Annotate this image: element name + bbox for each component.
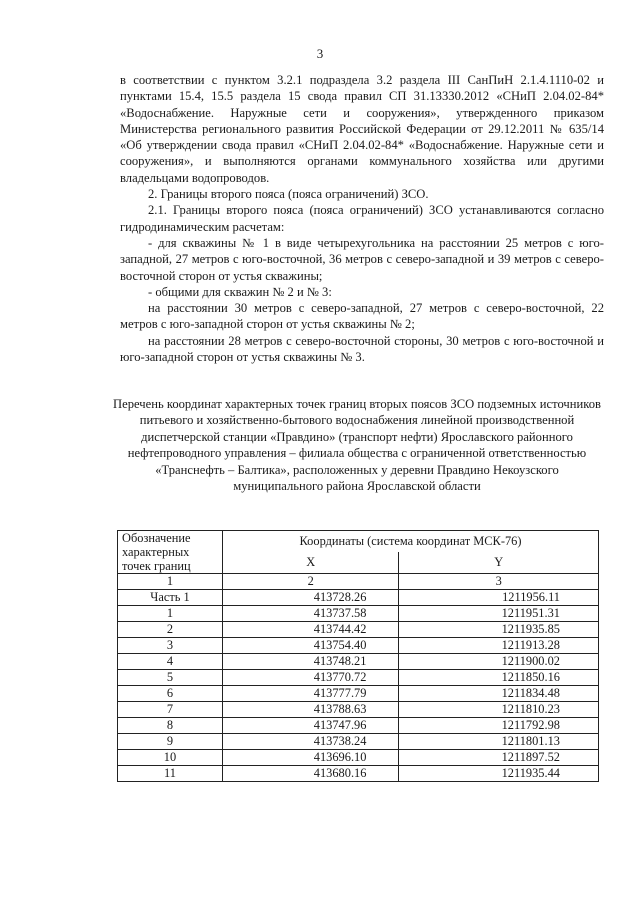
x-value: 413737.58 [223, 606, 399, 622]
table-row [118, 590, 599, 606]
point-label: 11 [118, 766, 223, 782]
coordinates-table [117, 530, 599, 782]
y-value: 1211810.23 [399, 702, 599, 718]
table-row [118, 606, 599, 622]
table-row [118, 766, 599, 782]
x-value: 413728.26 [223, 590, 399, 606]
table-row [118, 670, 599, 686]
point-label: 7 [118, 702, 223, 718]
point-label: 8 [118, 718, 223, 734]
page-number: 3 [316, 46, 324, 61]
point-label: 1 [118, 606, 223, 622]
x-value: 413777.79 [223, 686, 399, 702]
y-value: 1211951.31 [399, 606, 599, 622]
y-value: 1211850.16 [399, 670, 599, 686]
table-row [118, 654, 599, 670]
y-value: 1211900.02 [399, 654, 599, 670]
x-value: 413738.24 [223, 734, 399, 750]
header-coordinates: Координаты (система координат МСК-76) [223, 531, 599, 553]
x-value: 413744.42 [223, 622, 399, 638]
y-value: 1211935.44 [399, 766, 599, 782]
body-text [120, 72, 604, 365]
table-row [118, 718, 599, 734]
paragraph: в соответствии с пунктом 3.2.1 подраздела 3.2 раздела III СанПиН 2.1.4.1110-02 и пунктами 15.4, 15.5 раздела 15 свода правил СП 31.13330.2012 «СНиП 2.04.02-84* «Водоснабжение. Наружные сети и сооружения», утвержденного приказом Министерства регионального развития Российской Федерации от 29.12.2011 № 635/14 «Об утверждении свода правил «СНиП 2.04.02-84* «Водоснабжение. Наружные сети и сооружения», и выполняются органами коммунального хозяйства или другими владельцами водопроводов. [120, 73, 604, 185]
x-value: 413788.63 [223, 702, 399, 718]
col-number: 1 [118, 574, 223, 590]
table-title: Перечень координат характерных точек границ вторых поясов ЗСО подземных источников питьевого и хозяйственно-бытового водоснабжения линейной производственной диспетчерской станции «Правдино» (транспорт нефти) Ярославского районного нефтепроводного управления – филиала общества с ограниченной ответственностью «Транснефть – Балтика», расположенных у деревни Правдино Некоузского муниципального района Ярославской области [113, 397, 601, 494]
y-value: 1211913.28 [399, 638, 599, 654]
paragraph: - общими для скважин № 2 и № 3: [148, 284, 332, 299]
header-point-label: Обозначение характерных точек границ [118, 531, 223, 574]
point-label: 9 [118, 734, 223, 750]
col-number: 3 [399, 574, 599, 590]
table-row [118, 734, 599, 750]
point-label: 6 [118, 686, 223, 702]
x-value: 413754.40 [223, 638, 399, 654]
y-value: 1211935.85 [399, 622, 599, 638]
point-label: 3 [118, 638, 223, 654]
x-value: 413748.21 [223, 654, 399, 670]
paragraph: на расстоянии 30 метров с северо-западной, 27 метров с северо-восточной, 22 метров с юго-западной сторон от устья скважины № 2; [120, 301, 604, 332]
col-number: 2 [223, 574, 399, 590]
x-value: 413696.10 [223, 750, 399, 766]
header-x: X [223, 552, 399, 574]
y-value: 1211834.48 [399, 686, 599, 702]
table-row [118, 622, 599, 638]
x-value: 413770.72 [223, 670, 399, 686]
table-row [118, 750, 599, 766]
table-row [118, 638, 599, 654]
point-label: 10 [118, 750, 223, 766]
x-value: 413680.16 [223, 766, 399, 782]
paragraph: 2. Границы второго пояса (пояса ограничений) ЗСО. [148, 187, 429, 202]
point-label: 5 [118, 670, 223, 686]
x-value: 413747.96 [223, 718, 399, 734]
y-value: 1211801.13 [399, 734, 599, 750]
paragraph: на расстоянии 28 метров с северо-восточной стороны, 30 метров с юго-восточной и юго-западной сторон от устья скважины № 3. [120, 333, 604, 365]
table-body [118, 590, 599, 782]
y-value: 1211897.52 [399, 750, 599, 766]
header-y: Y [399, 552, 599, 574]
point-label: Часть 1 [118, 590, 223, 606]
paragraph: - для скважины № 1 в виде четырехугольника на расстоянии 25 метров с юго-западной, 27 метров с юго-восточной, 36 метров с северо-западной и 39 метров с северо-восточной сторон от устья скважины; [120, 235, 604, 283]
point-label: 2 [118, 622, 223, 638]
paragraph: 2.1. Границы второго пояса (пояса ограничений) ЗСО устанавливаются согласно гидродинамическим расчетам: [120, 203, 604, 234]
table-row [118, 702, 599, 718]
table-row [118, 686, 599, 702]
y-value: 1211956.11 [399, 590, 599, 606]
point-label: 4 [118, 654, 223, 670]
y-value: 1211792.98 [399, 718, 599, 734]
